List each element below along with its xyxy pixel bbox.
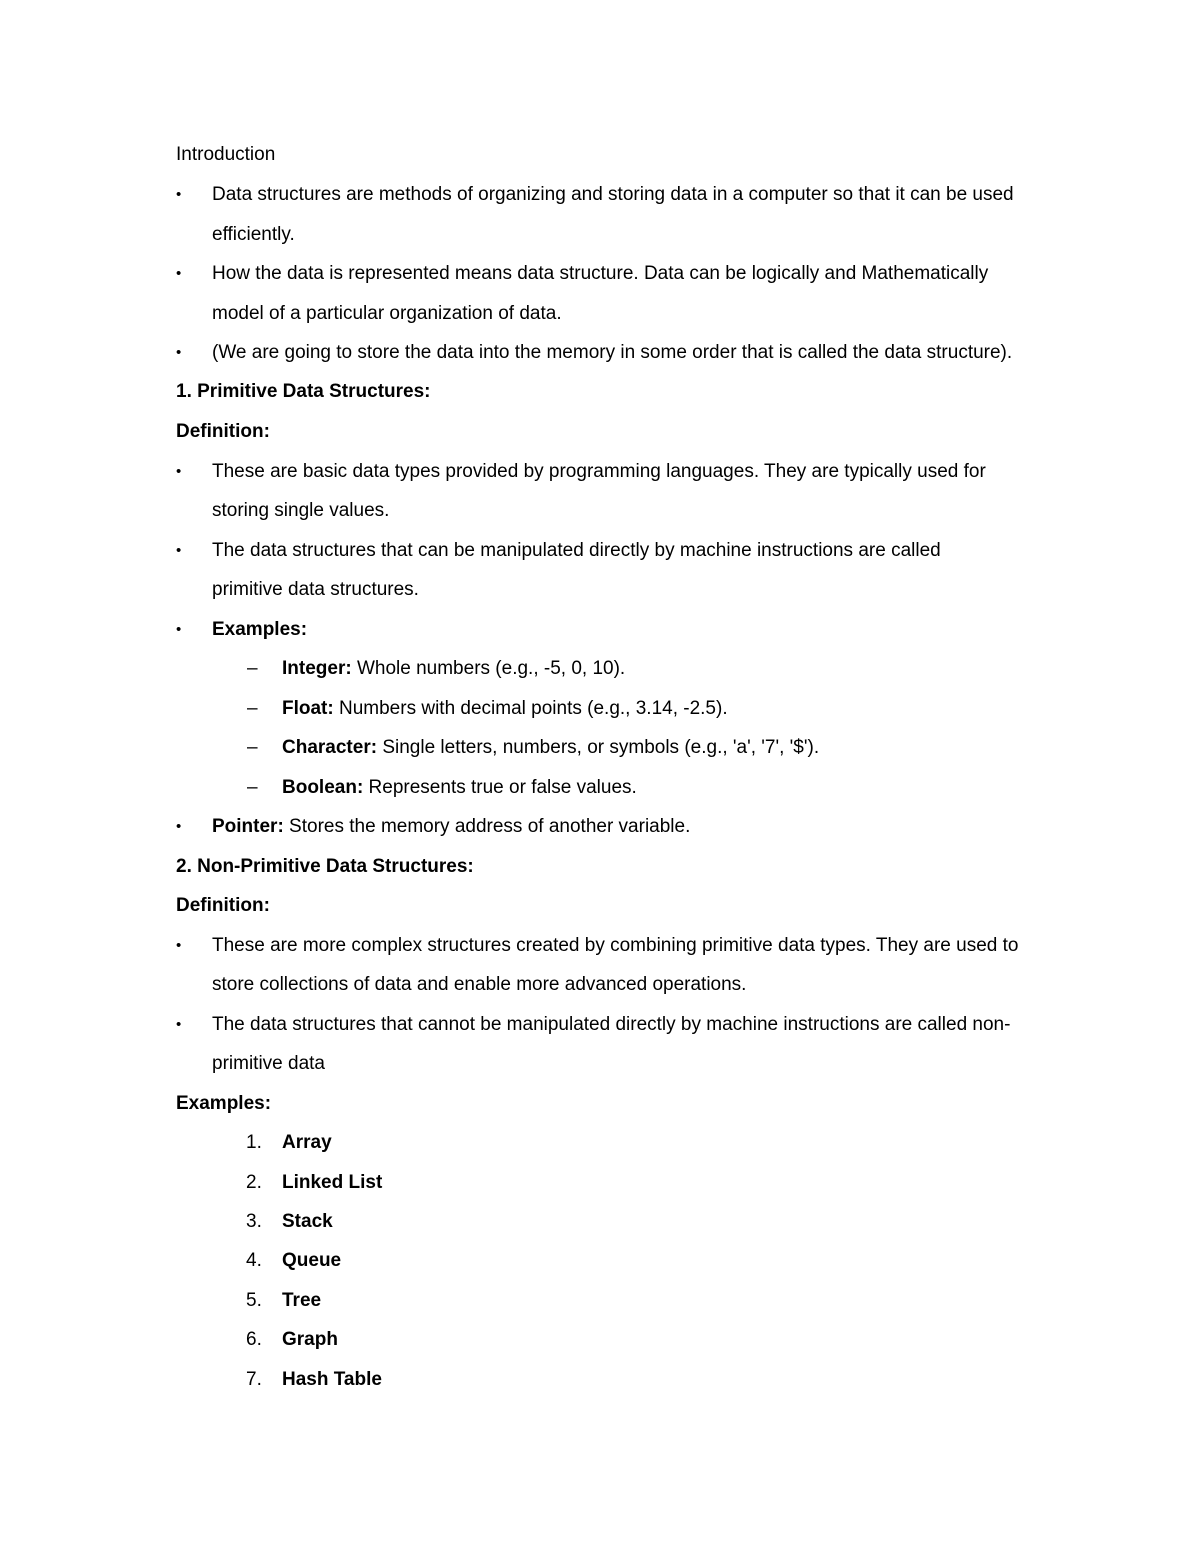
bullet-icon: • <box>176 265 182 282</box>
list-number: 5. <box>246 1290 262 1311</box>
non-primitive-bullet-2-line-1: The data structures that cannot be manipulated directly by machine instructions are called non- <box>212 1014 1011 1035</box>
intro-bullet-1-line-2: efficiently. <box>212 224 295 245</box>
non-primitive-example-graph: Graph <box>282 1329 338 1350</box>
primitive-bullet-1-line-1: These are basic data types provided by programming languages. They are typically used for <box>212 461 986 482</box>
intro-bullet-1-line-1: Data structures are methods of organizing and storing data in a computer so that it can be used <box>212 184 1014 205</box>
pointer-term: Pointer: <box>212 816 284 837</box>
non-primitive-example-tree: Tree <box>282 1290 322 1311</box>
primitive-examples-label: Examples: <box>212 619 308 640</box>
primitive-bullet-1-line-2: storing single values. <box>212 500 390 521</box>
example-desc: Numbers with decimal points (e.g., 3.14, -2.5). <box>333 698 728 719</box>
example-term: Character: <box>282 737 378 758</box>
intro-bullet-2-line-1: How the data is represented means data structure. Data can be logically and Mathematically <box>212 263 989 284</box>
bullet-icon: • <box>176 542 182 559</box>
bullet-icon: • <box>176 344 182 361</box>
primitive-example-integer <box>282 657 625 681</box>
non-primitive-example-array: Array <box>282 1132 332 1153</box>
non-primitive-examples-label: Examples: <box>176 1093 272 1114</box>
bullet-icon: • <box>176 621 182 638</box>
bullet-icon: • <box>176 937 182 954</box>
list-number: 7. <box>246 1369 262 1390</box>
non-primitive-bullet-2-line-2: primitive data <box>212 1053 325 1074</box>
primitive-example-character <box>282 736 819 760</box>
intro-heading: Introduction <box>176 144 276 165</box>
bullet-icon: • <box>176 463 182 480</box>
primitive-heading: 1. Primitive Data Structures: <box>176 381 431 402</box>
example-term: Boolean: <box>282 777 364 798</box>
primitive-pointer <box>212 815 690 839</box>
intro-bullet-3-line-1: (We are going to store the data into the memory in some order that is called the data structure). <box>212 342 1013 363</box>
non-primitive-example-queue: Queue <box>282 1250 342 1271</box>
list-number: 2. <box>246 1172 262 1193</box>
non-primitive-example-hash-table: Hash Table <box>282 1369 382 1390</box>
dash-icon: – <box>247 658 258 679</box>
list-number: 6. <box>246 1329 262 1350</box>
dash-icon: – <box>247 777 258 798</box>
non-primitive-bullet-1-line-1: These are more complex structures created by combining primitive data types. They are used to <box>212 935 1019 956</box>
list-number: 1. <box>246 1132 262 1153</box>
list-number: 4. <box>246 1250 262 1271</box>
pointer-desc: Stores the memory address of another variable. <box>283 816 691 837</box>
non-primitive-bullet-1-line-2: store collections of data and enable more advanced operations. <box>212 974 747 995</box>
primitive-bullet-2-line-1: The data structures that can be manipulated directly by machine instructions are called <box>212 540 941 561</box>
dash-icon: – <box>247 737 258 758</box>
example-term: Integer: <box>282 658 352 679</box>
list-number: 3. <box>246 1211 262 1232</box>
non-primitive-definition-label: Definition: <box>176 895 270 916</box>
bullet-icon: • <box>176 186 182 203</box>
dash-icon: – <box>247 698 258 719</box>
intro-bullet-2-line-2: model of a particular organization of data. <box>212 303 562 324</box>
non-primitive-example-linked-list: Linked List <box>282 1172 383 1193</box>
non-primitive-heading: 2. Non-Primitive Data Structures: <box>176 856 474 877</box>
bullet-icon: • <box>176 818 182 835</box>
example-term: Float: <box>282 698 334 719</box>
primitive-example-boolean <box>282 776 637 800</box>
primitive-definition-label: Definition: <box>176 421 270 442</box>
primitive-example-float <box>282 697 728 721</box>
example-desc: Represents true or false values. <box>363 777 637 798</box>
non-primitive-example-stack: Stack <box>282 1211 333 1232</box>
bullet-icon: • <box>176 1016 182 1033</box>
example-desc: Whole numbers (e.g., -5, 0, 10). <box>351 658 626 679</box>
primitive-bullet-2-line-2: primitive data structures. <box>212 579 419 600</box>
example-desc: Single letters, numbers, or symbols (e.g., 'a', '7', '$'). <box>377 737 820 758</box>
